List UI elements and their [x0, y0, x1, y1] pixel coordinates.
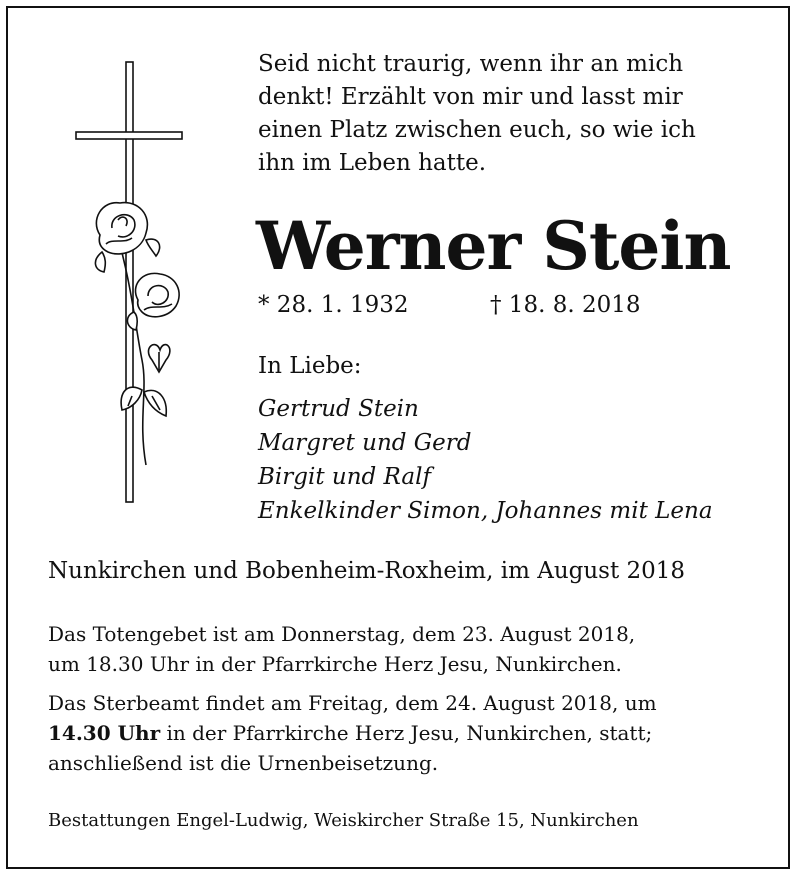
mourners-list — [258, 392, 713, 528]
mourner-name: Margret und Gerd — [258, 430, 472, 456]
totengebet-line: um 18.30 Uhr in der Pfarrkirche Herz Jesu, Nunkirchen. — [48, 652, 622, 676]
totengebet-line: Das Totengebet ist am Donnerstag, dem 23. August 2018, — [48, 622, 636, 646]
place-and-date: Nunkirchen und Bobenheim-Roxheim, im August 2018 — [48, 558, 686, 584]
quote-line: denkt! Erzählt von mir und lasst mir — [258, 84, 683, 110]
mourner-name: Enkelkinder Simon, Johannes mit Lena — [258, 498, 713, 524]
sterbeamt-line-rest: in der Pfarrkirche Herz Jesu, Nunkirchen, statt; — [160, 721, 653, 745]
life-dates — [258, 290, 641, 320]
sterbeamt-time: 14.30 Uhr — [48, 721, 161, 745]
mourners-intro: In Liebe: — [258, 353, 362, 379]
notice-frame — [6, 6, 790, 869]
sterbeamt-line — [48, 718, 657, 748]
quote-block — [258, 48, 758, 180]
quote-line: ihn im Leben hatte. — [258, 150, 487, 176]
totengebet-paragraph — [48, 619, 635, 679]
quote-line: einen Platz zwischen euch, so wie ich — [258, 117, 696, 143]
mourner-name: Gertrud Stein — [258, 396, 419, 422]
death-date: † 18. 8. 2018 — [490, 292, 641, 318]
birth-date: * 28. 1. 1932 — [258, 292, 409, 318]
deceased-name: Werner Stein — [256, 207, 731, 285]
cross-with-roses-icon — [72, 60, 192, 505]
funeral-home: Bestattungen Engel-Ludwig, Weiskircher Straße 15, Nunkirchen — [48, 810, 639, 831]
sterbeamt-line: Das Sterbeamt findet am Freitag, dem 24. August 2018, um — [48, 691, 657, 715]
sterbeamt-paragraph — [48, 688, 657, 778]
quote-line: Seid nicht traurig, wenn ihr an mich — [258, 51, 684, 77]
sterbeamt-line: anschließend ist die Urnenbeisetzung. — [48, 751, 439, 775]
mourner-name: Birgit und Ralf — [258, 464, 431, 490]
